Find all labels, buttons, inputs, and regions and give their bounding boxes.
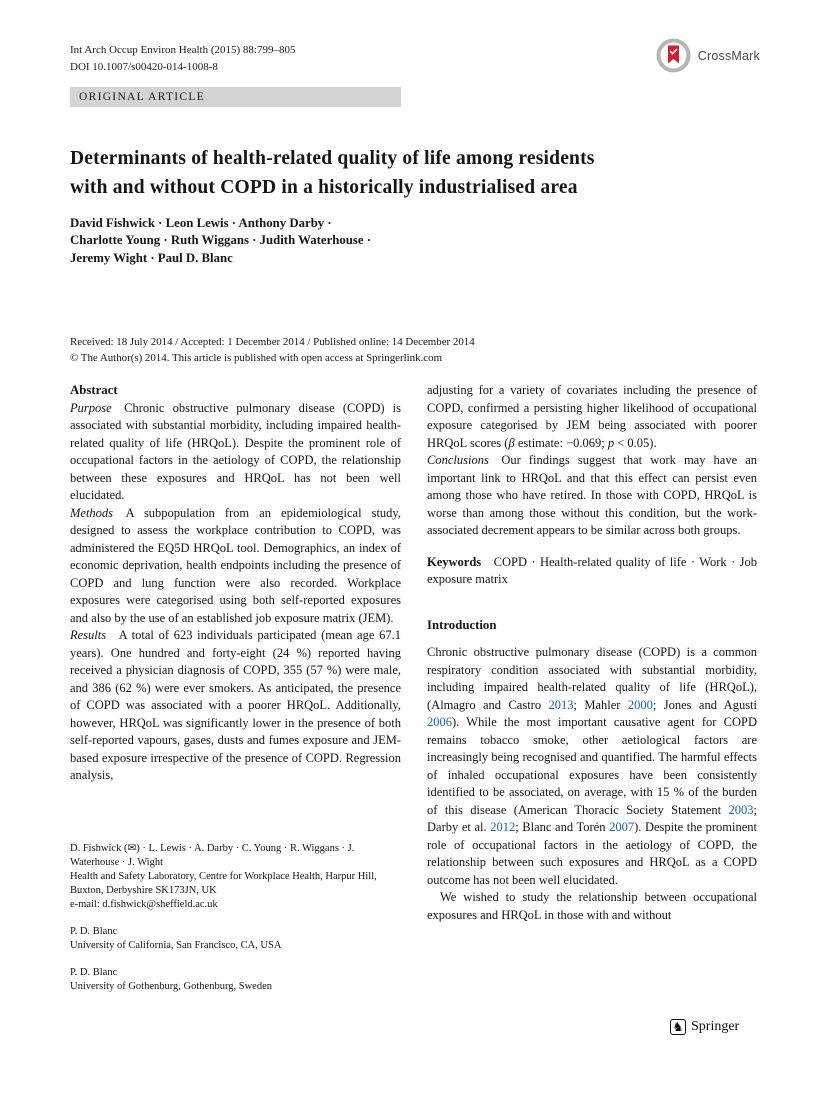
affiliation-1-address: Health and Safety Laboratory, Centre for Workplace Health, Harpur Hill, Buxton, Derbyshire SK173JN, UK [70,871,377,896]
page-header [70,42,758,75]
crossmark-badge[interactable] [655,37,760,74]
introduction-paragraph-2: We wished to study the relationship between occupational exposures and HRQoL in those with and without [427,890,757,922]
springer-wordmark: Springer [691,1019,740,1034]
title-line-2: with and without COPD in a historically industrialised area [70,177,578,198]
author-line-3: Jeremy Wight · Paul D. Blanc [70,250,233,265]
author-list [70,215,490,267]
left-column [70,382,401,785]
journal-doi: DOI 10.1007/s00420-014-1008-8 [70,60,218,73]
citation-link[interactable]: 2006 [427,715,452,729]
affiliation-3-author: P. D. Blanc [70,967,118,978]
citation-link[interactable]: 2007 [609,820,635,834]
article-history [70,335,758,366]
springer-logo [670,1019,739,1035]
author-line-2: Charlotte Young · Ruth Wiggans · Judith Waterhouse · [70,233,372,248]
affiliation-group-3 [70,966,401,994]
author-line-1: David Fishwick · Leon Lewis · Anthony Darby · [70,216,332,230]
introduction-paragraph-1: Chronic obstructive pulmonary disease (COPD) is a common respiratory condition associated with substantial morbidity, including impaired health-related quality of life (HRQoL), (Almagro and Castro 2013; Mahler 2000; Jones and Agusti 2006). While the most important causative agent for COPD remains tobacco smoke, other aetiological factors are increasingly being recognised and quantified. The harmful effects of inhaled occupational exposures have been consistently identified to be associated, on average, with 15 % of the burden of this disease (American Thoracic Society Statement 2003; Darby et al. 2012; Blanc and Torén 2007). Despite the prominent role of occupational factors in the aetiology of COPD, the relationship between such exposures and HRQoL as a COPD outcome has not been well elucidated. [427,645,758,887]
right-column [427,382,757,924]
affiliation-group-2 [70,925,401,953]
keywords-line: Keywords COPD · Health-related quality of life · Work · Job exposure matrix [427,554,757,586]
abstract-methods: Methods A subpopulation from an epidemiological study, designed to assess the workplace contribution to COPD, was administered the EQ5D HRQoL tool. Demographics, an index of economic deprivation, health endpoints including the presence of COPD and lung function were also recorded. Workplace exposures were categorised using both self-reported exposures and also by the use of an established job exposure matrix (JEM). [70,505,401,625]
copyright-notice: © The Author(s) 2014. This article is published with open access at Springerlink.com [70,351,443,364]
affiliation-2-address: University of California, San Francisco, CA, USA [70,940,282,951]
abstract-results: Results A total of 623 individuals participated (mean age 67.1 years). One hundred and forty-eight (24 %) reported having received a physician diagnosis of COPD, 355 (57 %) were male, and 386 (62 %) were ever smokers. As anticipated, the presence of COPD was associated with a poorer HRQoL. Additionally, however, HRQoL was significantly lower in the presence of both self-reported vapours, gases, dusts and fumes exposure and JEM-based exposure irrespective of the presence of COPD. Regression analysis, [70,628,401,782]
affiliation-3-address: University of Gothenburg, Gothenburg, Sweden [70,981,273,992]
springer-horse-icon: ♞ [670,1019,686,1035]
abstract-results-continued: adjusting for a variety of covariates including the presence of COPD, confirmed a persisting higher likelihood of occupational exposure categorised by JEM being associated with poorer HRQoL scores (β estimate: −0.069; p < 0.05). [427,383,757,450]
crossmark-label: CrossMark [697,48,760,63]
affiliation-group-1 [70,842,401,912]
citation-link[interactable]: 2003 [728,802,754,817]
introduction-heading: Introduction [427,617,497,632]
journal-citation: Int Arch Occup Environ Health (2015) 88:799–805 [70,44,296,56]
article-type-banner [70,87,401,107]
citation-link[interactable]: 2013 [548,697,574,712]
crossmark-icon [655,37,692,74]
abstract-purpose: Purpose Chronic obstructive pulmonary disease (COPD) is associated with substantial morbidity, including impaired health-related quality of life (HRQoL). Despite the prominent role of occupational factors in the aetiology of COPD, the relationship between these exposures and HRQoL has not been well elucidated. [70,400,401,502]
abstract-heading: Abstract [70,383,118,397]
correspondence-email[interactable]: e-mail: d.fishwick@sheffield.ac.uk [70,899,218,910]
correspondence-authors: D. Fishwick (✉) · L. Lewis · A. Darby · C. Young · R. Wiggans · J. Waterhouse · J. Wight [70,843,355,868]
title-line-1: Determinants of health-related quality of life among residents [70,148,595,169]
abstract-conclusions: Conclusions Our findings suggest that work may have an important link to HRQoL and that this effect can persist even among those who have retired. In those with COPD, HRQoL is worse than among those without this condition, but the work-associated decrement appears to be similar across both groups. [427,453,757,537]
author-affiliations [70,842,401,1007]
received-accepted-published: Received: 18 July 2014 / Accepted: 1 December 2014 / Published online: 14 December 2014 [70,336,475,348]
citation-link[interactable]: 2012 [490,820,516,834]
citation-link[interactable]: 2000 [627,697,653,712]
article-title [70,144,730,202]
article-type-label: ORIGINAL ARTICLE [79,91,206,103]
affiliation-2-author: P. D. Blanc [70,926,118,937]
